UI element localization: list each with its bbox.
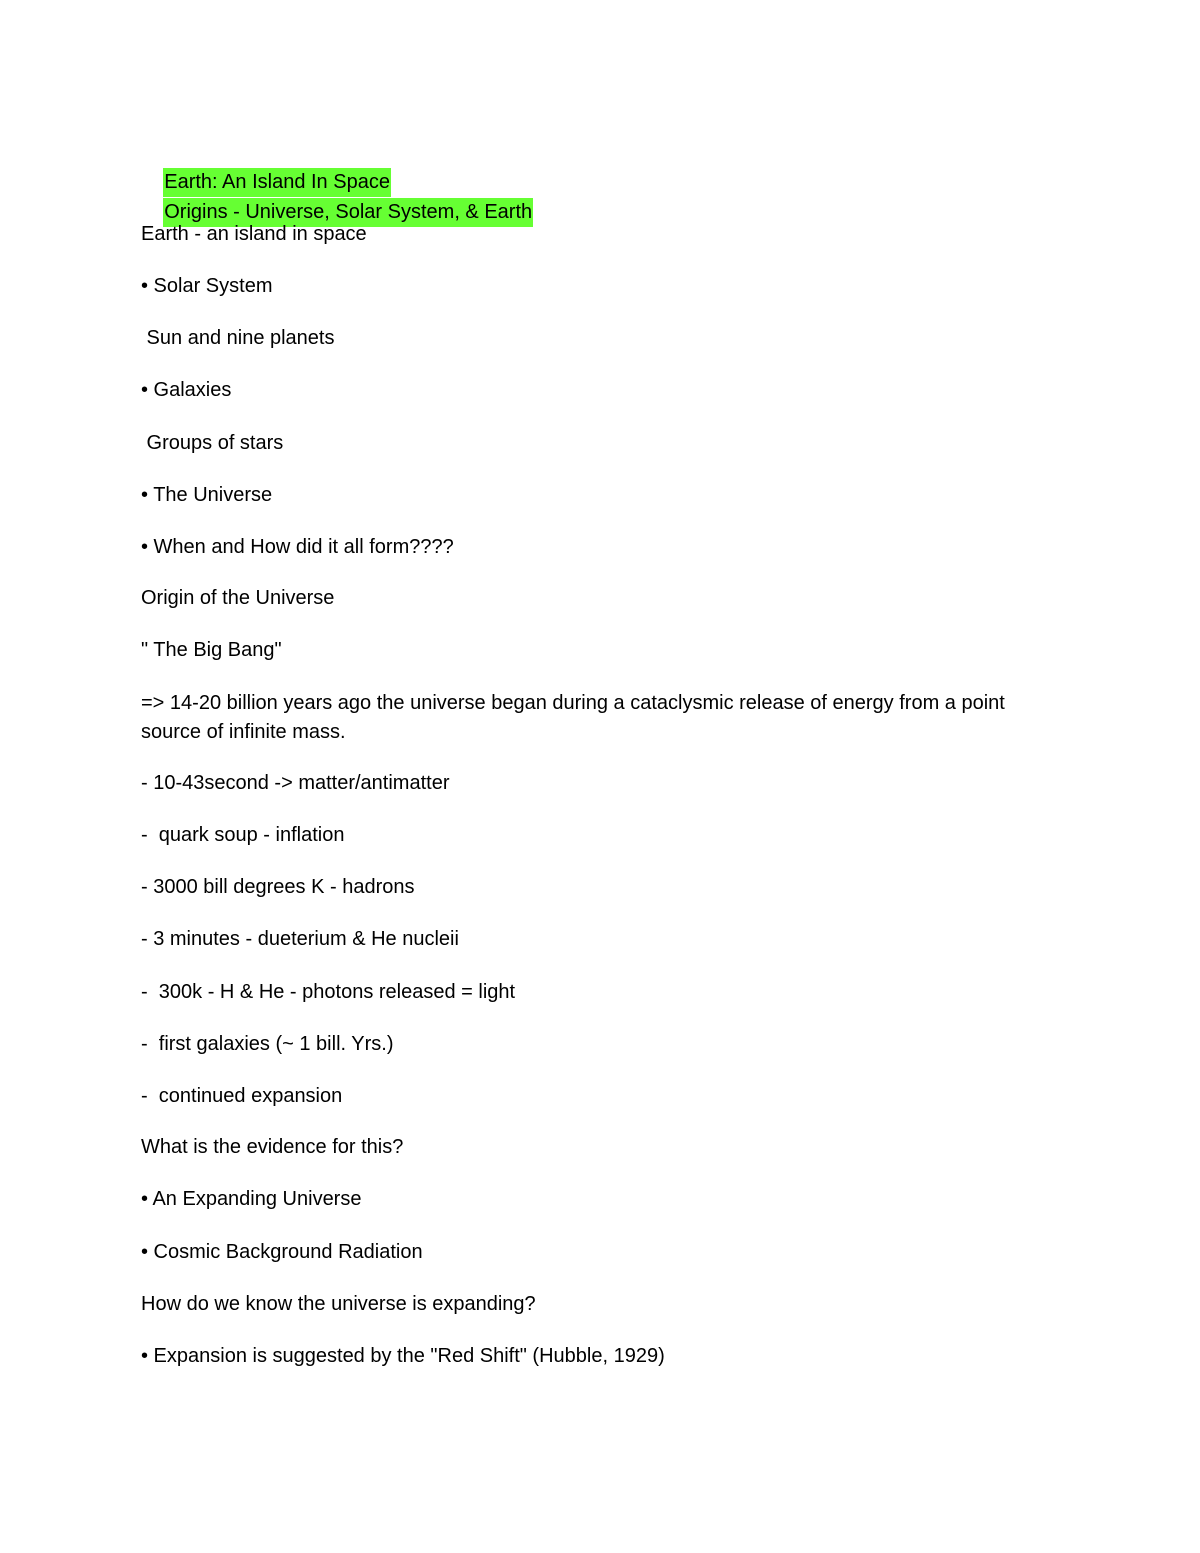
document-title: Earth: An Island In Space <box>163 168 391 197</box>
dash-item: - 10-43second -> matter/antimatter <box>141 772 450 794</box>
dash-item: - quark soup - inflation <box>141 824 345 846</box>
dash-item: - continued expansion <box>141 1085 343 1107</box>
section-heading: How do we know the universe is expanding? <box>141 1293 536 1315</box>
paragraph: => 14-20 billion years ago the universe began during a cataclysmic release of energy from a point source of infinite mass. <box>141 692 1005 743</box>
bullet-item: • Expansion is suggested by the "Red Shift" (Hubble, 1929) <box>141 1345 665 1367</box>
document-subtitle: Origins - Universe, Solar System, & Earth <box>163 198 533 227</box>
dash-item: - 300k - H & He - photons released = light <box>141 981 516 1003</box>
bullet-item: • An Expanding Universe <box>141 1188 362 1210</box>
bullet-item: • When and How did it all form???? <box>141 536 454 558</box>
bullet-item: • The Universe <box>141 484 273 506</box>
text-line: Sun and nine planets <box>141 327 335 349</box>
section-heading: Origin of the Universe <box>141 587 335 609</box>
dash-item: - first galaxies (~ 1 bill. Yrs.) <box>141 1033 394 1055</box>
bullet-item: • Galaxies <box>141 379 232 401</box>
text-line: Groups of stars <box>141 432 284 454</box>
section-heading: What is the evidence for this? <box>141 1136 404 1158</box>
dash-item: - 3000 bill degrees K - hadrons <box>141 876 415 898</box>
bullet-item: • Solar System <box>141 275 273 297</box>
dash-item: - 3 minutes - dueterium & He nucleii <box>141 928 459 950</box>
text-line: " The Big Bang" <box>141 639 282 661</box>
bullet-item: • Cosmic Background Radiation <box>141 1241 423 1263</box>
text-line: Earth - an island in space <box>141 223 367 245</box>
